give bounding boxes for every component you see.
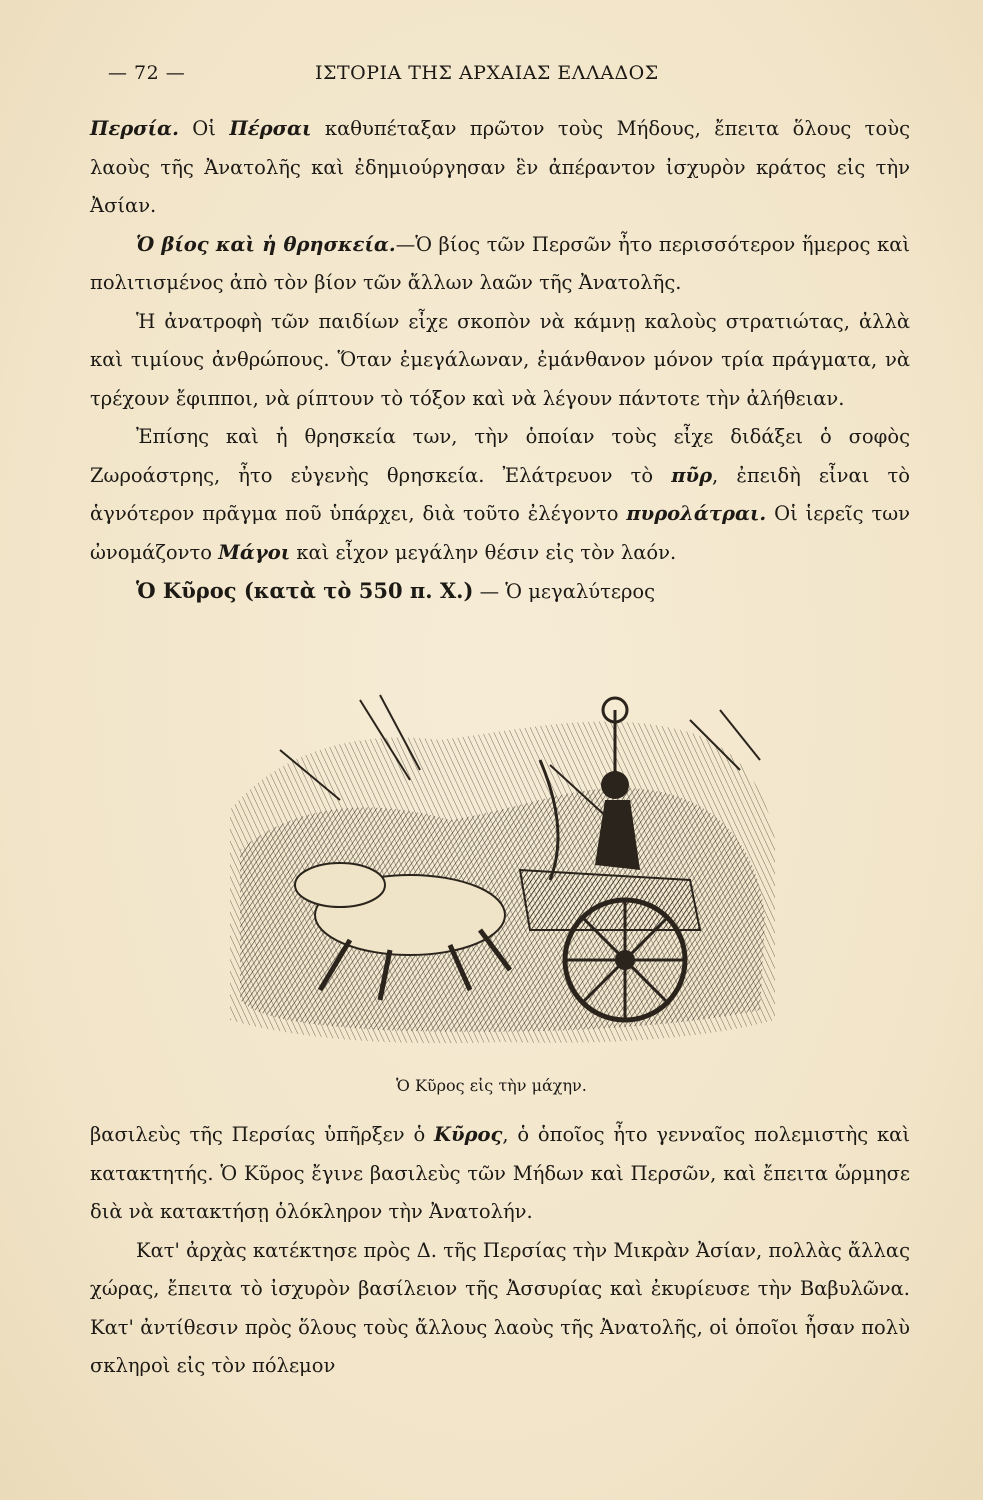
text-run: καὶ εἶχον μεγάλην θέσιν εἰς τὸν λαόν. [290,540,677,564]
paragraph-religion [90,418,910,572]
paragraph-cyrus-king [90,1116,910,1232]
text-run: , ὁ ὁποῖος ἦτο γενναῖος πολεμιστὴς καὶ κατακτητής. Ὁ Κῦρος ἔγινε βασιλεὺς τῶν Μήδων καὶ Περσῶν, καὶ ἔπειτα ὥρμησε διὰ νὰ κατακτήσῃ ὁλόκληρον τὴν Ἀνατολήν. [90,1123,911,1223]
page-number: — 72 — [108,62,186,84]
figure-caption: Ὁ Κῦρος εἰς τὴν μάχην. [396,1076,587,1095]
text-run: βασιλεὺς τῆς Περσίας ὑπῆρξεν ὁ [90,1123,435,1146]
paragraph-life-religion [90,226,910,303]
page-header [108,62,908,92]
text-run: Ἐπίσης καὶ ἡ θρησκεία των, τὴν ὁποίαν τοὺς εἶχε διδάξει ὁ σοφὸς Ζωροάστρης, ἦτο εὐγενὴς θρησκεία. Ἐλάτρευον τὸ [90,425,910,487]
paragraph-upbringing: Ἡ ἀνατροφὴ τῶν παιδίων εἶχε σκοπὸν νὰ κάμνῃ καλοὺς στρατιώτας, ἀλλὰ καὶ τιμίους ἀνθρώπους. Ὅταν ἐμεγάλωναν, ἐμάνθανον μόνον τρία πράγματα, νὰ τρέχουν ἔφιπποι, νὰ ρίπτουν τὸ τόξον καὶ νὰ λέγουν πάντοτε τὴν ἀλήθειαν. [90,309,910,410]
term-persia: Περσία. [90,117,179,140]
term-fire-worshippers: πυρολάτραι. [626,502,767,525]
section-heading-life-religion: Ὁ βίος καὶ ἡ θρησκεία. [136,232,396,256]
term-cyrus: Κῦρος [434,1123,503,1146]
text-run: Οἱ ἱερεῖς των ὠνομάζοντο [90,502,911,564]
text-run: — Ὁ μεγαλύτερος [473,580,656,603]
running-title: ΙΣΤΟΡΙΑ ΤΗΣ ΑΡΧΑΙΑΣ ΕΛΛΑΔΟΣ [315,62,659,84]
text-run: καθυπέταξαν πρῶτον τοὺς Μήδους, ἔπειτα ὅλους τοὺς λαοὺς τῆς Ἀνατολῆς καὶ ἐδημιούργησαν ἓν ἀπέραντον ἰσχυρὸν κράτος εἰς τὴν Ἀσίαν. [90,117,910,217]
bottom-text-block [90,1116,910,1386]
text-run: —Ὁ βίος τῶν Περσῶν ἦτο περισσότερον ἥμερος καὶ πολιτισμένος ἀπὸ τὸν βίον τῶν ἄλλων λαῶν τῆς Ἀνατολῆς. [90,232,911,294]
paragraph-cyrus-head [90,572,910,612]
paragraph-conquests: Κατ' ἀρχὰς κατέκτησε πρὸς Δ. τῆς Περσίας τὴν Μικρὰν Ἀσίαν, πολλὰς ἄλλας χώρας, ἔπειτα τὸ ἰσχυρὸν βασίλειον τῆς Ἀσσυρίας καὶ ἐκυρίευσε τὴν Βαβυλῶνα. Κατ' ἀντίθεσιν πρὸς ὅλους τοὺς ἄλλους λαοὺς τῆς Ἀνατολῆς, οἱ ὁποῖοι ἦσαν πολὺ σκληροὶ εἰς τὸν πόλεμον [90,1238,910,1377]
top-text-block [90,110,910,612]
text-run: Οἱ [178,117,230,140]
term-fire: πῦρ [671,463,713,487]
section-heading-cyrus: Ὁ Κῦρος (κατὰ τὸ 550 π. Χ.) [136,578,474,603]
text-run: , ἐπειδὴ εἶναι τὸ ἁγνότερον πρᾶγμα ποῦ ὑπάρχει, διὰ τοῦτο ἐλέγοντο [90,463,910,525]
paragraph-persia [90,110,910,226]
cyrus-battle-engraving [220,690,780,1050]
term-persians: Πέρσαι [229,117,312,140]
term-magi: Μάγοι [218,540,291,564]
